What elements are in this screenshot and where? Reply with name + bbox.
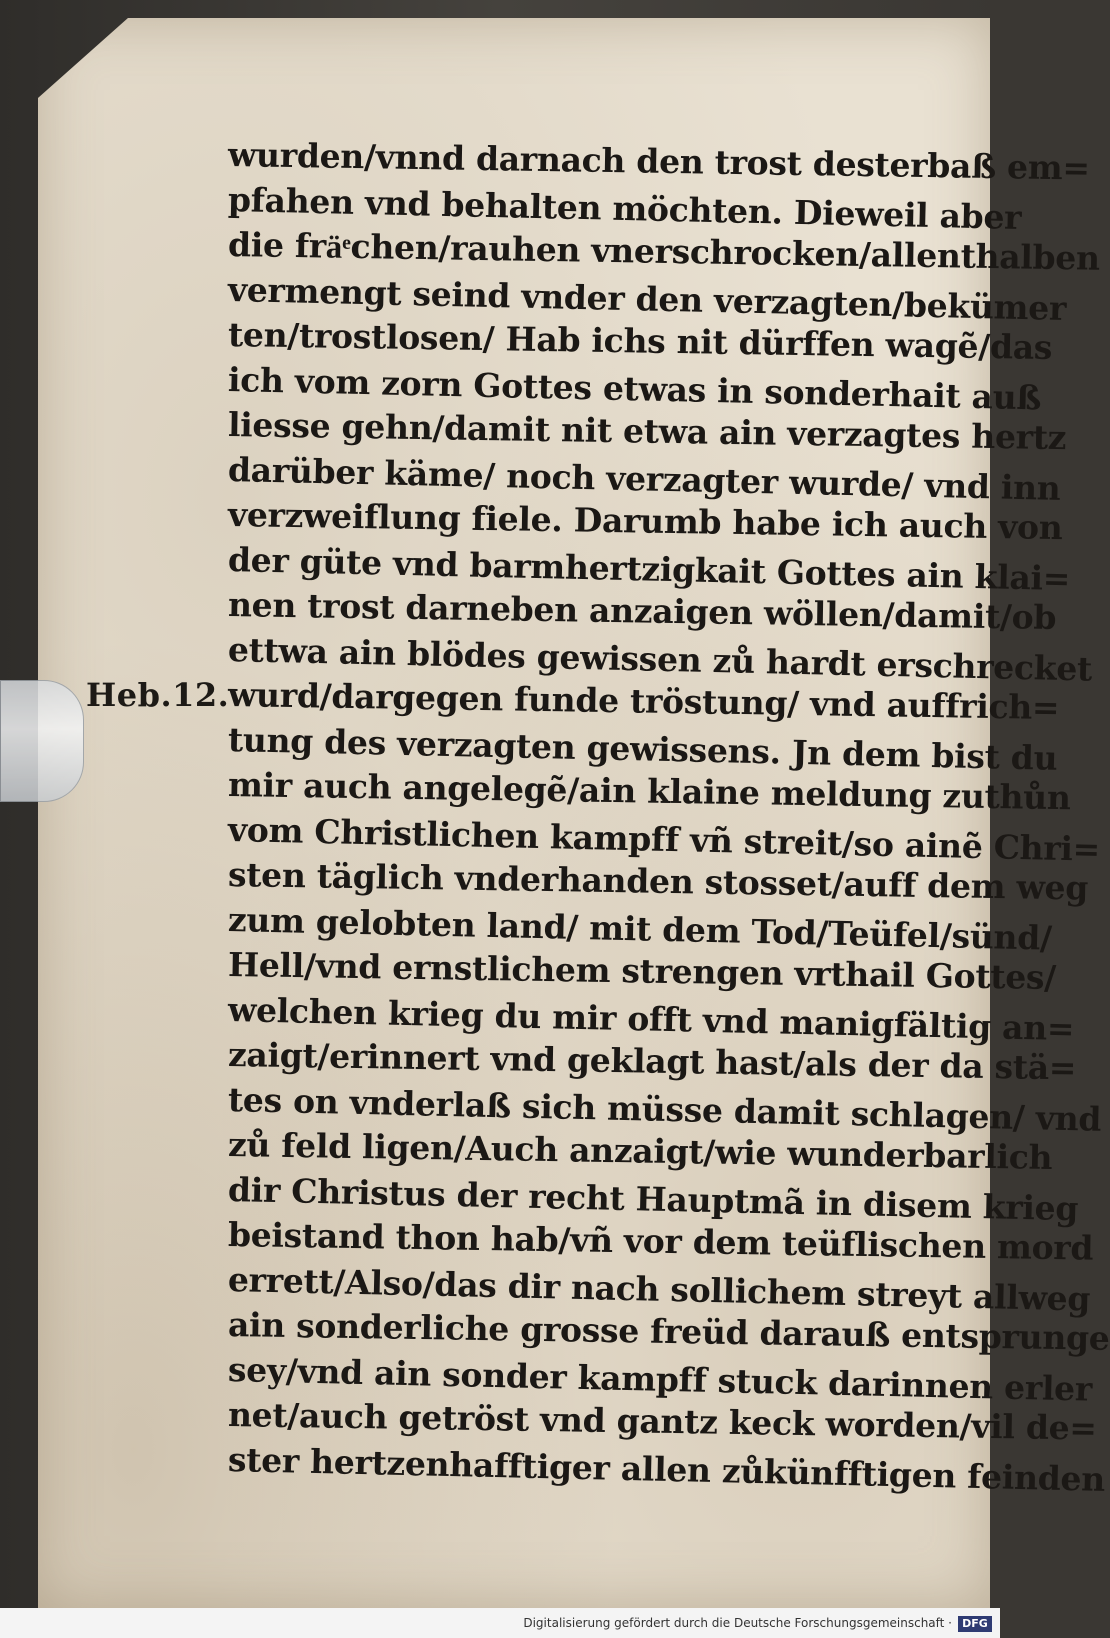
text-line: zaigt/erinnert vnd geklagt hast/als der da stä= (227, 1035, 1077, 1088)
text-line: der güte vnd barmhertzigkait Gottes ain klai= (227, 540, 1071, 599)
text-line: pfahen vnd behalten möchten. Dieweil aber (227, 180, 1022, 237)
text-line: ain sonderliche grosse freüd darauß entsprunge (227, 1305, 1110, 1358)
text-line: wurd/dargegen funde tröstung/ vnd auffrich= (227, 675, 1060, 728)
text-line: errett/Also/das dir nach sollichem streyt allweg (227, 1260, 1091, 1319)
text-line: ich vom zorn Gottes etwas in sonderhait auß (227, 360, 1042, 418)
text-line: dir Christus der recht Hauptmã in disem krieg (227, 1170, 1079, 1229)
text-line: beistand thon hab/vñ vor dem teüflischen mord (227, 1215, 1094, 1268)
text-line: liesse gehn/damit nit etwa ain verzagtes hertz (227, 405, 1067, 458)
text-line: ster hertzenhafftiger allen zůkünfftigen feinden (227, 1440, 1106, 1499)
text-line: tes on vnderlaß sich müsse damit schlagen/ vnd (227, 1080, 1102, 1139)
text-line: mir auch angelegẽ/ain klaine meldung zuthůn (227, 765, 1071, 818)
text-line: zum gelobten land/ mit dem Tod/Teüfel/sünd/ (227, 900, 1053, 958)
marginal-note: Heb.12. (86, 676, 230, 714)
text-line: net/auch getröst vnd gantz keck worden/vil de= (227, 1395, 1097, 1448)
text-line: Hell/vnd ernstlichem strengen vrthail Gottes/ (227, 945, 1057, 998)
text-line: nen trost darneben anzaigen wöllen/damit/ob (227, 585, 1057, 638)
text-line: wurden/vnnd darnach den trost desterbaß em= (227, 135, 1091, 188)
body-text (227, 132, 1110, 1499)
text-line: zů feld ligen/Auch anzaigt/wie wunderbarlich (227, 1125, 1053, 1177)
text-line: verzweiflung fiele. Darumb habe ich auch von (227, 495, 1063, 548)
text-line: vermengt seind vnder den verzagten/bekümer (227, 270, 1067, 329)
page-clip (0, 680, 84, 802)
text-line: sten täglich vnderhanden stosset/auff dem weg (227, 855, 1089, 908)
text-line: welchen krieg du mir offt vnd manigfältig an= (227, 990, 1075, 1049)
text-line: vom Christlichen kampff vñ streit/so ainẽ Chri= (227, 810, 1101, 869)
text-line: tung des verzagten gewissens. Jn dem bist du (227, 720, 1058, 778)
text-line: sey/vnd ain sonder kampff stuck darinnen erler (227, 1350, 1093, 1409)
text-line: darüber käme/ noch verzagter wurde/ vnd inn (227, 450, 1061, 508)
dfg-logo: DFG (958, 1616, 992, 1632)
text-line: ettwa ain blödes gewissen zů hardt erschrecket (227, 630, 1093, 689)
text-line: die fräͤchen/rauhen vnerschrocken/allenthalben (227, 225, 1101, 278)
text-line: ten/trostlosen/ Hab ichs nit dürffen wagẽ/das (227, 315, 1053, 367)
funding-credit: Digitalisierung gefördert durch die Deutsche Forschungsgemeinschaft · (523, 1616, 952, 1630)
footer-bar (0, 1608, 1000, 1638)
